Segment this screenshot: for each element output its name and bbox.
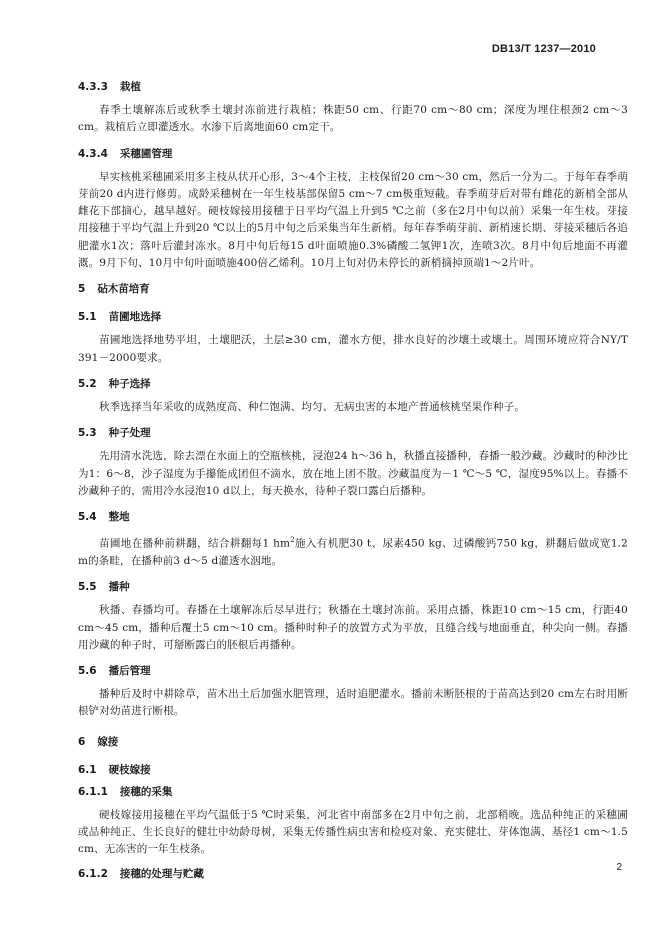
section-heading-6-1-1 [78, 785, 628, 799]
section-number: 5.3 [78, 427, 97, 440]
standard-code: DB13/T 1237—2010 [491, 43, 596, 55]
section-title: 接穗的处理与贮藏 [119, 867, 204, 880]
section-heading-6-1 [78, 763, 628, 777]
section-paragraph-5-4 [78, 532, 628, 570]
superscript: 2 [290, 536, 295, 545]
section-number: 5.1 [78, 311, 97, 324]
section-paragraph-5-2: 秋季选择当年采收的成熟度高、种仁饱满、均匀、无病虫害的本地产普通核桃坚果作种子。 [99, 400, 525, 413]
section-number: 5 [78, 283, 86, 296]
section-title: 嫁接 [97, 735, 119, 748]
section-paragraph-5-5: 秋播、春播均可。春播在土壤解冻后尽早进行；秋播在土壤封冻前。采用点播，株距10 cm～15 cm，行距40 cm～45 cm，播种后覆土5 cm～10 cm。播种时种子的放置方式为平放，且缝合线与地面垂直，种尖向一侧。春播用沙藏的种子时，可掰断露白的胚根后再播种。 [78, 604, 628, 651]
section-title: 采穗圃管理 [119, 147, 173, 160]
section-title: 栽植 [119, 81, 141, 93]
document-body [78, 80, 628, 881]
section-paragraph-5-1: 苗圃地选择地势平坦，土壤肥沃，土层≥30 cm，灌水方便，排水良好的沙壤土或壤土。周围环境应符合NY/T 391－2000要求。 [78, 334, 628, 364]
section-title: 播种 [108, 581, 130, 594]
section-number: 6.1.1 [78, 785, 108, 798]
section-title: 种子选择 [108, 377, 151, 390]
section-paragraph-4-3-4: 早实核桃采穗圃采用多主枝从状开心形，3～4个主枝，主枝保留20 cm～30 cm，然后一分为二。于每年春季萌芽前20 d内进行修剪。成龄采穗树在一年生枝基部保留5 cm～7 cm极重短截。春季萌芽后对带有雌花的新梢全部从雌花下部摘心，越早越好。硬枝嫁接用接穗于日平均气温上升到5 ℃之前（多在2月中旬以前）采集一年生枝。芽接用接穗于平均气温上升到20 ℃以上的5月中旬之后采集当年生新梢。每年春季萌芽前、新梢速长期、芽接采穗后各追肥灌水1次；落叶后灌封冻水。8月中旬后每15 d叶面喷施0.3%磷酸二氢钾1次，连喷3次。8月中旬后地面不再灌溉。9月下旬、10月中旬叶面喷施400倍乙烯利。10月上旬对仍未停长的新梢摘掉顶端1～2片叶。 [78, 170, 628, 270]
section-title: 硬枝嫁接 [108, 763, 151, 776]
section-number: 6.1.2 [78, 867, 108, 880]
section-number: 5.2 [78, 377, 97, 390]
section-title: 播后管理 [108, 665, 151, 678]
section-number: 5.6 [78, 665, 97, 678]
section-number: 5.4 [78, 511, 97, 524]
section-heading-5-6 [78, 664, 628, 678]
section-number: 5.5 [78, 581, 97, 594]
page-number: 2 [616, 862, 622, 873]
section-paragraph-4-3-3: 春季土壤解冻后或秋季土壤封冻前进行栽植；株距50 cm、行距70 cm～80 cm；深度为埋住根颈2 cm～3 cm。栽植后立即灌透水。水渗下后离地面60 cm定干。 [78, 104, 628, 134]
section-paragraph-5-3: 先用清水洗选，除去漂在水面上的空瓶核桃，浸泡24 h～36 h，秋播直接播种，春播一般沙藏。沙藏时的种沙比为1：6～8，沙子湿度为手攥能成团但不滴水，放在地上团不散。沙藏温度为－1 ℃～5 ℃，湿度95%以上。春播不沙藏种子的，需用冷水浸泡10 d以上，每天换水，待种子裂口露白后播种。 [78, 450, 628, 497]
section-paragraph-5-6: 播种后及时中耕除草，苗木出土后加强水肥管理，适时追肥灌水。播前未断胚根的于苗高达到20 cm左右时用断根铲对幼苗进行断根。 [78, 688, 628, 718]
section-number: 4.3.4 [78, 147, 108, 160]
chapter-heading-6 [78, 735, 628, 749]
paragraph-text: 施入有机肥30 t、尿素450 kg、过磷酸钙750 kg，耕翻后做成宽1.2 m的条畦，在播种前3 d～5 d灌透水洇地。 [78, 537, 628, 567]
section-paragraph-6-1-1: 硬枝嫁接用接穗在平均气温低于5 ℃时采集，河北省中南部多在2月中旬之前，北部稍晚。选品种纯正的采穗圃或品种纯正、生长良好的健壮中幼龄母树，采集无传播性病虫害和检疫对象、充实健壮、芽体饱满、基径1 cm～1.5 cm、无冻害的一年生枝条。 [78, 808, 628, 856]
section-heading-5-4 [78, 510, 628, 524]
section-heading-5-1 [78, 310, 628, 324]
section-title: 种子处理 [108, 427, 151, 440]
section-heading-5-3 [78, 426, 628, 440]
section-heading-5-2 [78, 377, 628, 391]
paragraph-text: 苗圃地在播种前耕翻，结合耕翻每1 hm [99, 537, 291, 550]
section-title: 接穗的采集 [119, 785, 173, 798]
section-number: 6.1 [78, 763, 97, 776]
section-title: 整地 [108, 511, 130, 524]
section-heading-4-3-3 [78, 80, 628, 94]
section-heading-5-5 [78, 580, 628, 594]
section-heading-6-1-2 [78, 867, 628, 881]
chapter-heading-5 [78, 282, 628, 296]
section-number: 6 [78, 735, 86, 748]
section-number: 4.3.3 [78, 81, 108, 93]
section-title: 苗圃地选择 [108, 311, 162, 324]
section-heading-4-3-4 [78, 147, 628, 161]
section-title: 砧木苗培育 [97, 283, 150, 296]
